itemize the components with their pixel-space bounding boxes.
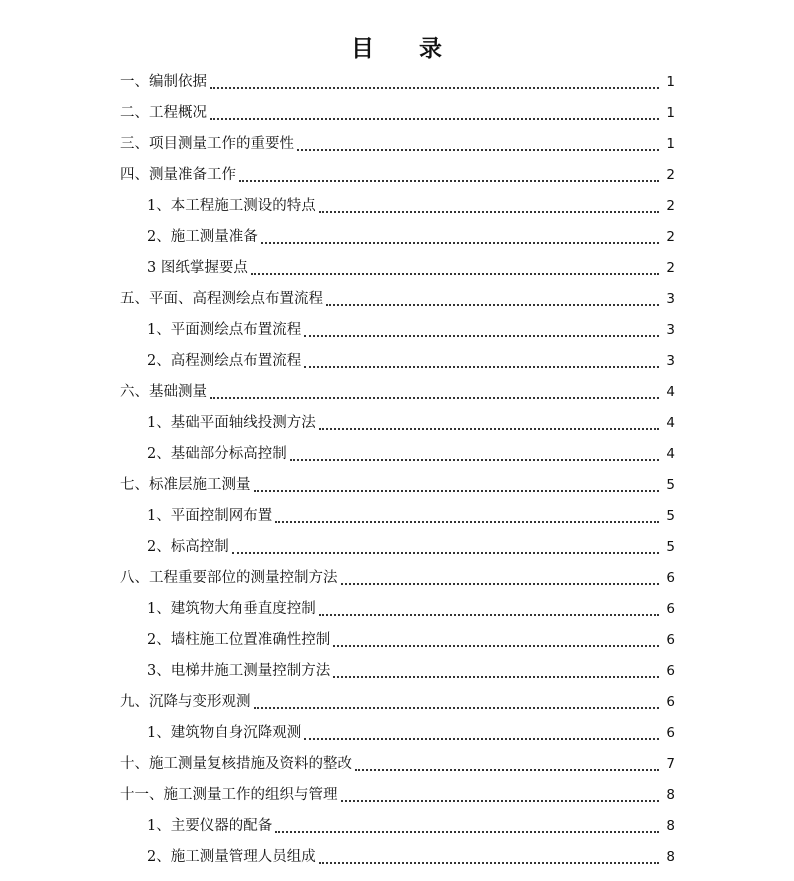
toc-entry[interactable] [120,687,675,718]
table-of-contents [120,67,675,873]
toc-leader-dots [333,675,659,678]
toc-entry[interactable] [120,625,675,656]
toc-leader-dots [304,334,659,337]
toc-entry-label: 1、平面测绘点布置流程 [147,322,302,338]
toc-leader-dots [254,489,660,492]
toc-leader-dots [261,241,659,244]
toc-entry-page-number: 6 [666,570,675,586]
toc-entry-label: 1、基础平面轴线投测方法 [147,415,316,431]
toc-leader-dots [275,520,659,523]
toc-leader-dots [326,303,659,306]
toc-entry-page-number: 1 [666,136,675,152]
toc-entry[interactable] [120,67,675,98]
toc-entry[interactable] [120,594,675,625]
toc-entry-label: 十一、施工测量工作的组织与管理 [120,787,338,803]
toc-entry-label: 1、建筑物自身沉降观测 [147,725,302,741]
toc-entry-page-number: 1 [666,105,675,121]
toc-entry[interactable] [120,315,675,346]
toc-entry-label: 2、基础部分标高控制 [147,446,287,462]
toc-entry[interactable] [120,222,675,253]
toc-leader-dots [210,86,659,89]
toc-entry[interactable] [120,563,675,594]
toc-entry-page-number: 4 [666,446,675,462]
toc-entry-page-number: 8 [666,818,675,834]
toc-entry-page-number: 6 [666,601,675,617]
toc-entry[interactable] [120,408,675,439]
toc-entry[interactable] [120,253,675,284]
toc-entry-label: 1、本工程施工测设的特点 [147,198,316,214]
toc-leader-dots [290,458,659,461]
toc-leader-dots [210,396,659,399]
toc-entry-page-number: 2 [666,167,675,183]
toc-entry-label: 2、施工测量管理人员组成 [147,849,316,865]
toc-entry[interactable] [120,811,675,842]
toc-entry-page-number: 8 [666,787,675,803]
toc-entry-page-number: 6 [666,694,675,710]
title-char-2: 录 [419,35,443,62]
toc-leader-dots [333,644,659,647]
toc-entry-page-number: 5 [666,477,675,493]
toc-entry-label: 六、基础测量 [120,384,207,400]
toc-entry-page-number: 6 [666,725,675,741]
toc-entry-page-number: 3 [666,291,675,307]
toc-entry-label: 1、主要仪器的配备 [147,818,273,834]
toc-entry-label: 1、建筑物大角垂直度控制 [147,601,316,617]
toc-entry-label: 2、标高控制 [147,539,229,555]
toc-entry-label: 3、电梯井施工测量控制方法 [147,663,331,679]
toc-entry-label: 二、工程概况 [120,105,207,121]
toc-leader-dots [239,179,659,182]
toc-entry[interactable] [120,191,675,222]
toc-entry[interactable] [120,470,675,501]
toc-entry-page-number: 5 [666,508,675,524]
toc-entry[interactable] [120,129,675,160]
toc-entry-page-number: 1 [666,74,675,90]
toc-entry-label: 九、沉降与变形观测 [120,694,251,710]
toc-entry-page-number: 4 [666,415,675,431]
toc-leader-dots [304,365,659,368]
toc-entry-page-number: 5 [666,539,675,555]
toc-entry-page-number: 3 [666,322,675,338]
toc-entry[interactable] [120,98,675,129]
toc-entry[interactable] [120,346,675,377]
toc-entry-page-number: 2 [666,260,675,276]
toc-leader-dots [304,737,659,740]
toc-entry[interactable] [120,377,675,408]
toc-entry[interactable] [120,780,675,811]
toc-entry[interactable] [120,532,675,563]
toc-leader-dots [319,861,659,864]
toc-leader-dots [341,582,660,585]
toc-entry[interactable] [120,284,675,315]
toc-entry-page-number: 6 [666,663,675,679]
toc-leader-dots [319,210,659,213]
toc-entry[interactable] [120,501,675,532]
toc-leader-dots [319,613,659,616]
toc-leader-dots [297,148,659,151]
toc-entry-label: 五、平面、高程测绘点布置流程 [120,291,323,307]
toc-entry-label: 1、平面控制网布置 [147,508,273,524]
toc-entry-label: 一、编制依据 [120,74,207,90]
toc-leader-dots [251,272,659,275]
toc-leader-dots [275,830,659,833]
toc-entry-label: 八、工程重要部位的测量控制方法 [120,570,338,586]
toc-entry-label: 四、测量准备工作 [120,167,236,183]
title-char-1: 目 [351,35,375,62]
toc-entry[interactable] [120,439,675,470]
toc-entry-page-number: 4 [666,384,675,400]
toc-entry-label: 七、标准层施工测量 [120,477,251,493]
toc-entry-label: 三、项目测量工作的重要性 [120,136,294,152]
toc-entry-label: 2、高程测绘点布置流程 [147,353,302,369]
toc-entry-page-number: 6 [666,632,675,648]
toc-leader-dots [210,117,659,120]
toc-entry-page-number: 2 [666,198,675,214]
toc-entry-page-number: 8 [666,849,675,865]
toc-entry-page-number: 7 [666,756,675,772]
toc-entry-page-number: 2 [666,229,675,245]
toc-leader-dots [232,551,659,554]
toc-entry-label: 十、施工测量复核措施及资料的整改 [120,756,352,772]
toc-entry[interactable] [120,749,675,780]
toc-entry-label: 2、墙柱施工位置准确性控制 [147,632,331,648]
toc-entry[interactable] [120,718,675,749]
toc-entry[interactable] [120,656,675,687]
page-title [0,30,794,63]
toc-entry-page-number: 3 [666,353,675,369]
toc-entry[interactable] [120,842,675,873]
toc-entry[interactable] [120,160,675,191]
toc-entry-label: 3 图纸掌握要点 [147,260,248,276]
toc-leader-dots [254,706,660,709]
toc-leader-dots [341,799,660,802]
toc-entry-label: 2、施工测量准备 [147,229,258,245]
toc-leader-dots [319,427,659,430]
toc-leader-dots [355,768,659,771]
